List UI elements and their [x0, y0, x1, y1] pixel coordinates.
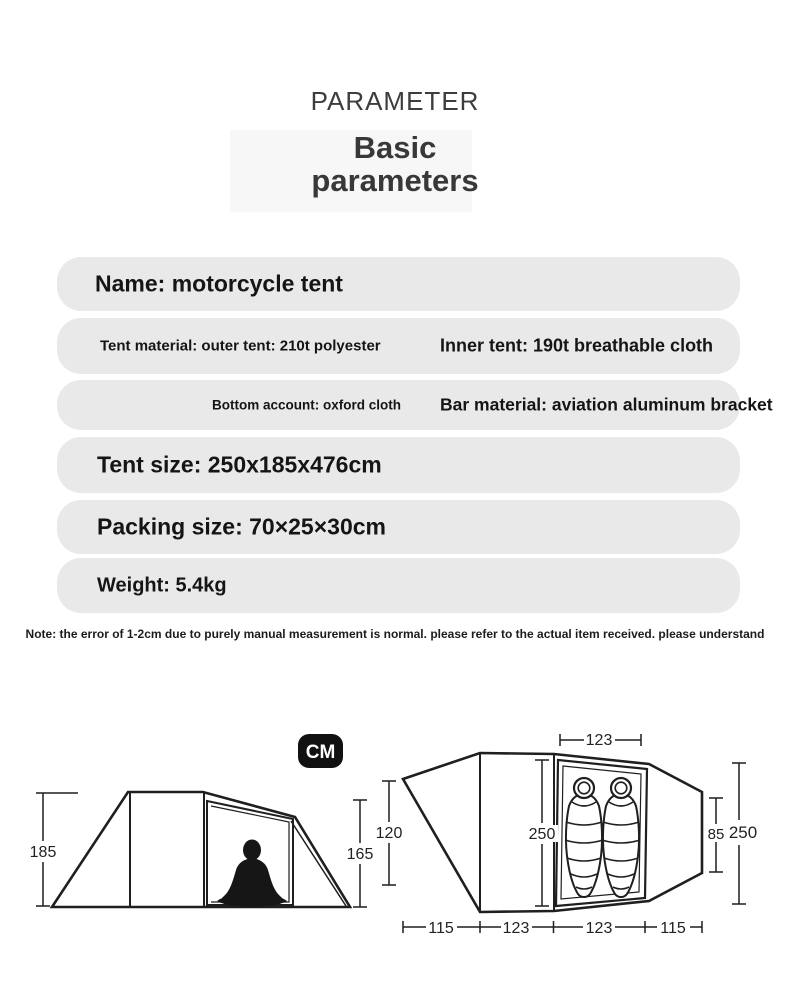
spec-row-bottom-and-bar: [57, 380, 773, 430]
dim-label-85: 85: [707, 826, 725, 843]
spec-inner-tent-material: Inner tent: 190t breathable cloth: [440, 335, 714, 356]
dimension-120: [373, 781, 405, 885]
dim-label-250-mid: 250: [528, 826, 556, 843]
spec-bar-material: Bar material: aviation aluminum bracket: [440, 394, 773, 415]
dimension-diagram: [0, 700, 790, 988]
spec-row-weight: [57, 558, 740, 613]
page-title-line2: parameters: [311, 163, 479, 198]
spec-packing-size-value: Packing size: 70×25×30cm: [97, 513, 386, 540]
dimension-250-right: [726, 763, 760, 904]
tent-side-view: [27, 792, 376, 907]
dim-label-123-b: 123: [585, 920, 613, 937]
spec-row-name: [57, 257, 740, 311]
dim-label-115-b: 115: [660, 920, 686, 937]
dim-label-185: 185: [29, 844, 57, 861]
page-title: [0, 131, 790, 197]
spec-weight-value: Weight: 5.4kg: [97, 574, 227, 596]
dim-label-120: 120: [375, 825, 403, 842]
spec-row-tent-size: [57, 437, 740, 493]
spec-row-material: [57, 318, 740, 374]
dim-label-250-right: 250: [728, 823, 758, 842]
dimension-bottom-chain: [403, 920, 702, 937]
section-kicker: PARAMETER: [310, 86, 480, 116]
dim-label-165: 165: [346, 846, 374, 863]
tent-top-view: [373, 732, 760, 937]
spec-outer-tent-material: Tent material: outer tent: 210t polyester: [100, 337, 381, 355]
dimension-85: [705, 798, 728, 872]
dim-label-123-a: 123: [502, 920, 530, 937]
dim-label-123-top: 123: [585, 732, 613, 749]
page-title-line1: Basic: [353, 130, 437, 165]
measurement-note: Note: the error of 1-2cm due to purely manual measurement is normal. please refer to the actual item received. please understand: [25, 627, 765, 641]
dimension-123-top: [560, 732, 641, 749]
spec-row-packing-size: [57, 500, 740, 554]
spec-tent-size-value: Tent size: 250x185x476cm: [97, 451, 382, 478]
unit-badge-label: CM: [305, 742, 336, 763]
spec-name-value: Name: motorcycle tent: [95, 270, 343, 297]
spec-bottom-material: Bottom account: oxford cloth: [212, 397, 401, 413]
dimension-165: [344, 800, 376, 907]
unit-badge: [298, 734, 343, 768]
dim-label-115-a: 115: [428, 920, 454, 937]
